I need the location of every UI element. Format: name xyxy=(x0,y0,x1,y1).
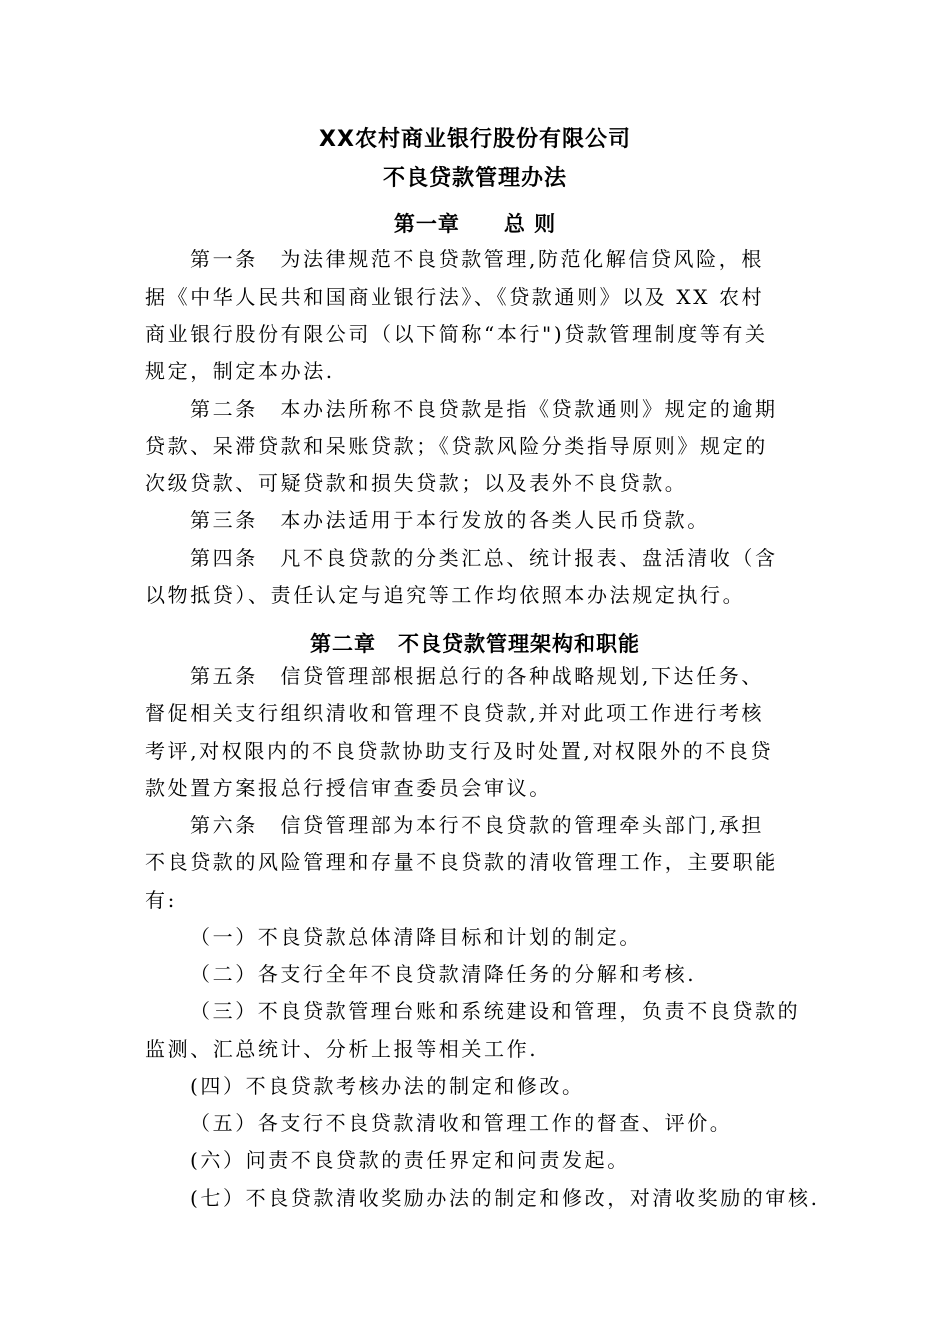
duty-item: （一）不良贷款总体清降目标和计划的制定。 xyxy=(190,925,642,949)
duty-item: (四）不良贷款考核办法的制定和修改。 xyxy=(190,1074,585,1098)
duty-item: (六）问责不良贷款的责任界定和问责发起。 xyxy=(190,1148,630,1172)
article-6-line: 第六条 信贷管理部为本行不良贷款的管理牵头部门,承担 xyxy=(190,813,764,837)
article-2-line: 次级贷款、可疑贷款和损失贷款；以及表外不良贷款。 xyxy=(145,471,688,495)
chapter-1-heading: 第一章 总 则 xyxy=(393,212,557,236)
document-subtitle: 不良贷款管理办法 xyxy=(382,166,567,191)
article-4-line: 以物抵贷）、责任认定与追究等工作均依照本办法规定执行。 xyxy=(145,583,746,607)
article-1-line: 规定，制定本办法. xyxy=(145,359,335,383)
article-5-line: 第五条 信贷管理部根据总行的各种战略规划,下达任务、 xyxy=(190,664,764,688)
article-2-line: 第二条 本办法所称不良贷款是指《贷款通则》规定的逾期 xyxy=(190,397,778,421)
article-5-line: 款处置方案报总行授信审查委员会审议。 xyxy=(145,776,552,800)
duty-item: （五）各支行不良贷款清收和管理工作的督查、评价。 xyxy=(190,1111,733,1135)
article-6-line: 有: xyxy=(145,888,177,912)
duty-item: (七）不良贷款清收奖励办法的制定和修改，对清收奖励的审核. xyxy=(190,1186,820,1210)
article-6-line: 不良贷款的风险管理和存量不良贷款的清收管理工作，主要职能 xyxy=(145,850,778,874)
article-3-line: 第三条 本办法适用于本行发放的各类人民币贷款。 xyxy=(190,508,710,532)
article-1-line: 商业银行股份有限公司（以下简称“本行")贷款管理制度等有关 xyxy=(145,322,768,346)
document-title: XX农村商业银行股份有限公司 xyxy=(319,127,631,152)
article-5-line: 考评,对权限内的不良贷款协助支行及时处置,对权限外的不良贷 xyxy=(145,739,774,763)
article-1-line: 据《中华人民共和国商业银行法》、《贷款通则》以及 XX 农村 xyxy=(145,285,765,309)
article-1-line: 第一条 为法律规范不良贷款管理,防范化解信贷风险，根 xyxy=(190,247,764,271)
article-2-line: 贷款、呆滞贷款和呆账贷款；《贷款风险分类指导原则》规定的 xyxy=(145,434,768,458)
article-5-line: 督促相关支行组织清收和管理不良贷款,并对此项工作进行考核 xyxy=(145,701,765,725)
article-4-line: 第四条 凡不良贷款的分类汇总、统计报表、盘活清收（含 xyxy=(190,546,778,570)
duty-item: （二）各支行全年不良贷款清降任务的分解和考核. xyxy=(190,962,697,986)
duty-item: （三）不良贷款管理台账和系统建设和管理，负责不良贷款的 xyxy=(190,999,801,1023)
duty-item: 监测、汇总统计、分析上报等相关工作. xyxy=(145,1037,539,1061)
chapter-2-heading: 第二章 不良贷款管理架构和职能 xyxy=(310,632,640,656)
